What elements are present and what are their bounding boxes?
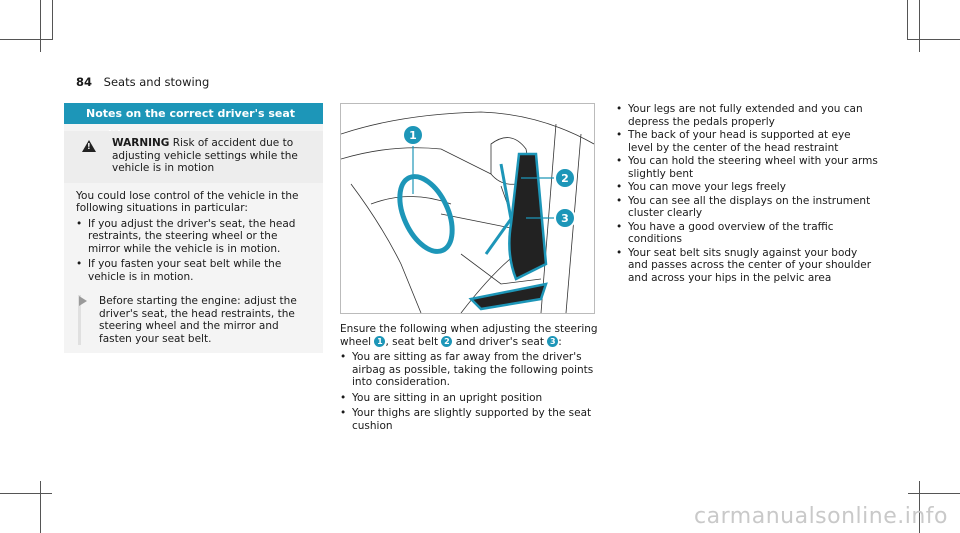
adjustment-checklist-continued bbox=[616, 103, 878, 285]
seat-belt-highlight bbox=[486, 164, 511, 254]
checklist-intro bbox=[340, 323, 600, 348]
page-header bbox=[76, 75, 209, 89]
intro-text: : bbox=[558, 335, 562, 348]
adjustment-checklist bbox=[340, 323, 600, 432]
callout-label: 3 bbox=[561, 212, 569, 225]
page-number: 84 bbox=[76, 75, 93, 89]
crop-mark bbox=[40, 0, 41, 52]
list-item: • Your legs are not fully extended and you can depress the pedals properly bbox=[616, 103, 878, 128]
list-item: • You are sitting as far away from the driver's airbag as possible, taking the following points into consideration. bbox=[340, 351, 600, 389]
intro-text: Ensure the following when adjusting the steering wheel bbox=[340, 323, 598, 348]
list-item: • You can move your legs freely bbox=[616, 181, 878, 194]
crop-mark bbox=[908, 39, 960, 40]
crop-mark bbox=[0, 493, 52, 494]
step-text: Before starting the engine: adjust the driver's seat, the head restraints, the steering wheel and the mirror and fasten your seat belt. bbox=[99, 295, 297, 345]
list-item: • Your seat belt sits snugly against your body and passes across the center of your shoulder and across your hips in the pelvic area bbox=[616, 247, 878, 285]
warning-box bbox=[64, 131, 323, 183]
crop-mark bbox=[40, 481, 41, 533]
intro-text: , seat belt bbox=[385, 335, 439, 348]
steering-wheel-highlight bbox=[389, 168, 463, 259]
warning-triangle-icon bbox=[82, 140, 96, 152]
warning-label: WARNING bbox=[112, 137, 170, 149]
crop-mark bbox=[0, 39, 52, 40]
notes-card bbox=[64, 103, 323, 353]
list-item: • You can hold the steering wheel with your arms slightly bent bbox=[616, 155, 878, 180]
list-item: • You have a good overview of the traffic conditions bbox=[616, 221, 878, 246]
warning-intro: You could lose control of the vehicle in the following situations in particular: bbox=[76, 189, 299, 214]
driver-seat-drawing bbox=[341, 104, 594, 313]
badge-1: 1 bbox=[374, 336, 385, 347]
list-item: • The back of your head is supported at eye level by the center of the head restraint bbox=[616, 129, 878, 154]
crop-mark bbox=[919, 0, 920, 52]
seat-highlight bbox=[509, 154, 546, 279]
callout-label: 1 bbox=[409, 129, 417, 142]
badge-2: 2 bbox=[441, 336, 452, 347]
crop-mark bbox=[907, 0, 908, 40]
warning-text: Risk of accident due to adjusting vehicle settings while the vehicle is in motion bbox=[112, 137, 298, 174]
watermark: carmanualsonline.info bbox=[694, 504, 948, 529]
warning-body bbox=[64, 183, 323, 284]
list-item: • If you adjust the driver's seat, the head restraints, the steering wheel or the mirror while the vehicle is in motion. bbox=[76, 218, 311, 256]
instruction-step bbox=[78, 295, 311, 345]
step-arrow-icon bbox=[79, 296, 87, 306]
list-item: • If you fasten your seat belt while the vehicle is in motion. bbox=[76, 258, 311, 283]
intro-text: and driver's seat bbox=[455, 335, 544, 348]
badge-3: 3 bbox=[547, 336, 558, 347]
seat-position-illustration bbox=[340, 103, 595, 314]
list-item: • You can see all the displays on the instrument cluster clearly bbox=[616, 195, 878, 220]
card-title: Notes on the correct driver's seat bbox=[64, 103, 323, 124]
crop-mark bbox=[52, 0, 53, 40]
list-item: • Your thighs are slightly supported by the seat cushion bbox=[340, 407, 600, 432]
list-item: • You are sitting in an upright position bbox=[340, 392, 600, 405]
crop-mark bbox=[908, 493, 960, 494]
section-title: Seats and stowing bbox=[103, 75, 210, 89]
callout-label: 2 bbox=[561, 172, 569, 185]
